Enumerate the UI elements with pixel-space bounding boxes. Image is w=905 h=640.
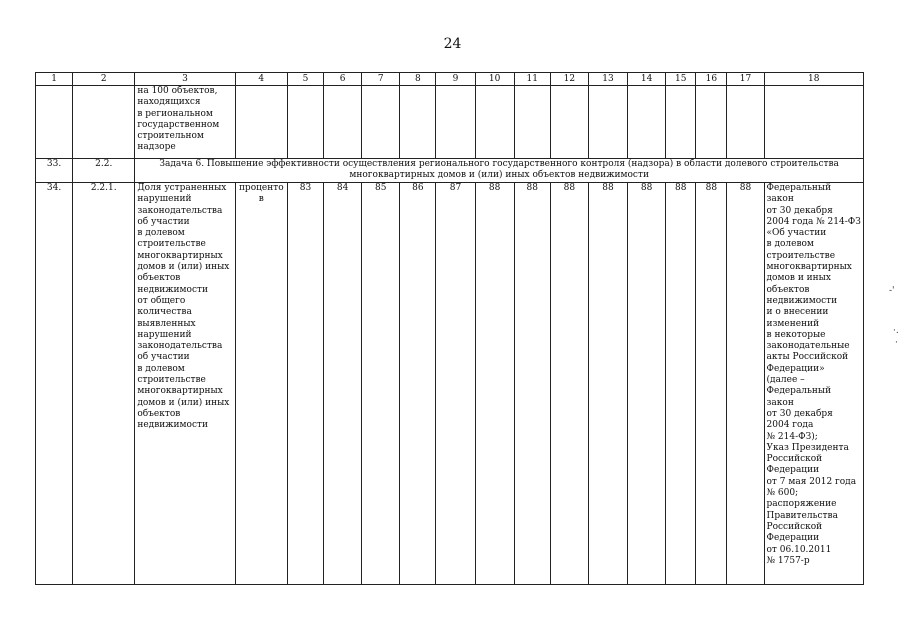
- indicator-text: Доля устраненных нарушений законодательства об участии в долевом строительстве многоквартирных домов и (или) иных объектов недвижимости от общего количества выявленных нарушений законодательства об участии в долевом строительстве многоквартирных домов и (или) иных объектов недвижимости: [137, 183, 230, 431]
- empty-cell: [36, 86, 73, 159]
- task-row: [36, 159, 864, 183]
- continuation-row: [36, 86, 864, 159]
- column-number-row: [36, 73, 864, 86]
- empty-cell: [764, 86, 863, 159]
- indicator-cell: [135, 86, 235, 159]
- row-code: 2.2.: [73, 159, 135, 183]
- value-cell: 88: [550, 183, 588, 585]
- page-number: 24: [443, 36, 462, 52]
- empty-cell: [514, 86, 550, 159]
- header-cell: 12: [550, 73, 588, 86]
- empty-cell: [324, 86, 362, 159]
- value-cell: 83: [287, 183, 323, 585]
- row-number: 34.: [36, 183, 73, 585]
- header-cell: 11: [514, 73, 550, 86]
- empty-cell: [287, 86, 323, 159]
- empty-cell: [475, 86, 514, 159]
- header-cell: 2: [73, 73, 135, 86]
- header-cell: 15: [666, 73, 696, 86]
- task-title: Задача 6. Повышение эффективности осуществления регионального государственного контроля (надзора) в области долевого строительства многоквартирных домов и (или) иных объектов недвижимости: [135, 159, 864, 183]
- empty-cell: [235, 86, 287, 159]
- header-cell: 10: [475, 73, 514, 86]
- header-cell: 14: [628, 73, 666, 86]
- value-cell: 88: [696, 183, 727, 585]
- source-cell: [764, 183, 863, 585]
- empty-cell: [362, 86, 400, 159]
- row-code: 2.2.1.: [73, 183, 135, 585]
- header-cell: 4: [235, 73, 287, 86]
- header-cell: 3: [135, 73, 235, 86]
- empty-cell: [628, 86, 666, 159]
- scan-artifact: ·: [895, 338, 898, 348]
- header-cell: 7: [362, 73, 400, 86]
- value-cell: 88: [628, 183, 666, 585]
- indicators-table: [35, 72, 864, 585]
- value-cell: 88: [666, 183, 696, 585]
- header-cell: 1: [36, 73, 73, 86]
- empty-cell: [696, 86, 727, 159]
- empty-cell: [727, 86, 764, 159]
- indicator-text: на 100 объектов, находящихся в региональном государственном строительном надзоре: [137, 86, 220, 153]
- header-cell: 16: [696, 73, 727, 86]
- source-text: Федеральный закон от 30 декабря 2004 года № 214-ФЗ «Об участии в долевом строительстве многоквартирных домов и иных объектов недвижимости и о внесении изменений в некоторые законодательные акты Российской Федерации» (далее – Федеральный закон от 30 декабря 2004 года № 214-ФЗ); Указ Президента Российской Федерации от 7 мая 2012 года № 600; распоряжение Правительства Российской Федерации от 06.10.2011 № 1757-р: [766, 183, 861, 566]
- empty-cell: [436, 86, 475, 159]
- value-cell: 88: [475, 183, 514, 585]
- header-cell: 8: [400, 73, 436, 86]
- unit-cell: процентов: [235, 183, 287, 585]
- value-cell: 88: [727, 183, 764, 585]
- value-cell: 85: [362, 183, 400, 585]
- value-cell: 84: [324, 183, 362, 585]
- value-cell: 87: [436, 183, 475, 585]
- empty-cell: [73, 86, 135, 159]
- empty-cell: [550, 86, 588, 159]
- header-cell: 9: [436, 73, 475, 86]
- header-cell: 18: [764, 73, 863, 86]
- indicator-row: [36, 183, 864, 585]
- value-cell: 86: [400, 183, 436, 585]
- empty-cell: [400, 86, 436, 159]
- value-cell: 88: [588, 183, 627, 585]
- empty-cell: [666, 86, 696, 159]
- header-cell: 6: [324, 73, 362, 86]
- header-cell: 17: [727, 73, 764, 86]
- header-cell: 5: [287, 73, 323, 86]
- row-number: 33.: [36, 159, 73, 183]
- empty-cell: [588, 86, 627, 159]
- scan-artifact: -': [889, 286, 895, 296]
- value-cell: 88: [514, 183, 550, 585]
- scan-artifact: ·.: [893, 326, 899, 336]
- indicator-cell: [135, 183, 235, 585]
- header-cell: 13: [588, 73, 627, 86]
